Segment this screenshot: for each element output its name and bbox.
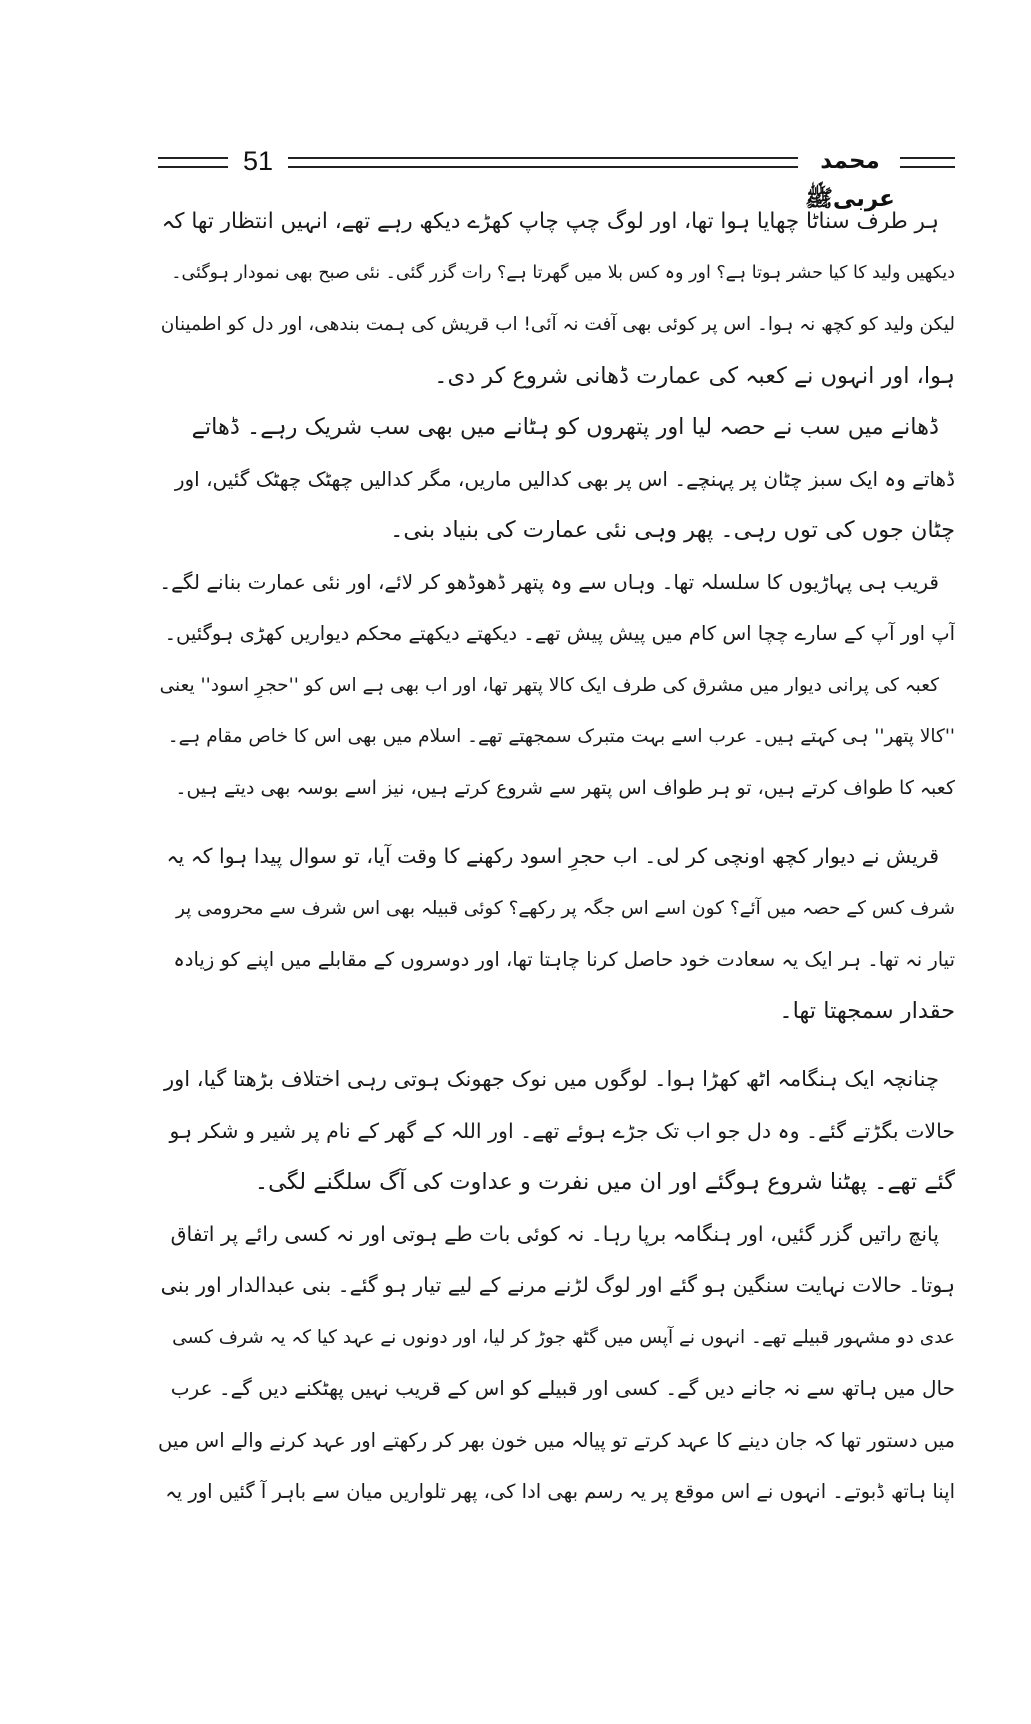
header-rule-left [158, 157, 228, 168]
text-line: کعبہ کا طواف کرتے ہیں، تو ہر طواف اس پتھر سے شروع کرتے ہیں، نیز اسے بوسہ بھی دیتے ہیں۔ [175, 776, 955, 799]
paragraph [158, 557, 955, 660]
paragraph [158, 660, 955, 815]
running-title: محمد عربیﷺ [805, 148, 895, 212]
text-line: چٹان جوں کی توں رہی۔ پھر وہی نئی عمارت کی بنیاد بنی۔ [390, 517, 955, 543]
text-line: دیکھیں ولید کا کیا حشر ہوتا ہے؟ اور وہ کس بلا میں گھرتا ہے؟ رات گزر گئی۔ نئی صبح بھی نمودار ہوگئی۔ [171, 262, 955, 283]
text-line: میں دستور تھا کہ جان دینے کا عہد کرتے تو پیالہ میں خون بھر کر رکھتے اور عہد کرنے والے اس میں [158, 1428, 955, 1452]
text-line: تیار نہ تھا۔ ہر ایک یہ سعادت خود حاصل کرنا چاہتا تھا، اور دوسروں کے مقابلے میں اپنے کو زیادہ [173, 948, 955, 971]
text-line: قریب ہی پہاڑیوں کا سلسلہ تھا۔ وہاں سے وہ پتھر ڈھوڈھو کر لائے، اور نئی عمارت بنانے لگے۔ [159, 569, 939, 594]
text-line: قریش نے دیوار کچھ اونچی کر لی۔ اب حجرِ اسود رکھنے کا وقت آیا، تو سوال پیدا ہوا کہ یہ [166, 844, 939, 868]
page-number: 51 [242, 146, 274, 176]
text-line: چنانچہ ایک ہنگامہ اٹھ کھڑا ہوا۔ لوگوں میں نوک جھونک ہوتی رہی اختلاف بڑھتا گیا، اور [163, 1067, 939, 1091]
text-line: حقدار سمجھتا تھا۔ [779, 997, 955, 1024]
header-rule-middle [288, 157, 798, 168]
text-line: لیکن ولید کو کچھ نہ ہوا۔ اس پر کوئی بھی آفت نہ آئی! اب قریش کی ہمت بندھی، اور دل کو اطمینان [160, 314, 955, 335]
paragraph-gap [158, 814, 955, 831]
text-line: کعبہ کی پرانی دیوار میں مشرق کی طرف ایک کالا پتھر تھا، اور اب بھی ہے اس کو ''حجرِ اسود'' یعنی [159, 674, 939, 696]
text-line: ہوا، اور انہوں نے کعبہ کی عمارت ڈھانی شروع کر دی۔ [434, 362, 955, 389]
paragraph-gap [158, 1037, 955, 1054]
paragraph [158, 402, 955, 557]
paragraph [158, 1209, 955, 1518]
text-line: عدی دو مشہور قبیلے تھے۔ انہوں نے آپس میں گٹھ جوڑ کر لیا، اور دونوں نے عہد کیا کہ یہ شرف کسی [172, 1326, 955, 1348]
text-line: شرف کس کے حصہ میں آئے؟ کون اسے اس جگہ پر رکھے؟ کوئی قبیلہ بھی اس شرف سے محرومی پر [175, 897, 955, 919]
header-rule-right [900, 157, 955, 168]
paragraph [158, 831, 955, 1037]
paragraph [158, 1054, 955, 1209]
text-line: حالات بگڑتے گئے۔ وہ دل جو اب تک جڑے ہوئے تھے۔ اور اللہ کے گھر کے نام پر شیر و شکر ہو [169, 1118, 955, 1143]
text-line: ہوتا۔ حالات نہایت سنگین ہو گئے اور لوگ لڑنے مرنے کے لیے تیار ہو گئے۔ بنی عبدالدار اور بنی [160, 1273, 955, 1297]
text-line: ہر طرف سناٹا چھایا ہوا تھا، اور لوگ چپ چاپ کھڑے دیکھ رہے تھے، انہیں انتظار تھا کہ [161, 209, 939, 234]
text-line: گئے تھے۔ پھٹنا شروع ہوگئے اور ان میں نفرت و عداوت کی آگ سلگنے لگی۔ [254, 1169, 955, 1195]
text-line: ڈھانے میں سب نے حصہ لیا اور پتھروں کو ہٹانے میں بھی سب شریک رہے۔ ڈھاتے [191, 414, 939, 440]
text-line: حال میں ہاتھ سے نہ جانے دیں گے۔ کسی اور قبیلے کو اس کے قریب نہیں پھٹکنے دیں گے۔ عرب [170, 1376, 955, 1400]
body-text [158, 196, 955, 1696]
paragraph [158, 196, 955, 402]
text-line: ڈھاتے وہ ایک سبز چٹان پر پہنچے۔ اس پر بھی کدالیں ماریں، مگر کدالیں چھٹک چھٹک گئیں، اور [174, 466, 955, 491]
text-line: آپ اور آپ کے سارے چچا اس کام میں پیش پیش تھے۔ دیکھتے دیکھتے محکم دیواریں کھڑی ہوگئیں۔ [164, 622, 955, 645]
page-header [158, 142, 955, 212]
text-line: پانچ راتیں گزر گئیں، اور ہنگامہ برپا رہا۔ نہ کوئی بات طے ہوتی اور نہ کسی رائے پر اتفاق [170, 1221, 939, 1246]
text-line: اپنا ہاتھ ڈبوتے۔ انہوں نے اس موقع پر یہ رسم بھی ادا کی، پھر تلواریں میان سے باہر آ گئیں اور یہ [165, 1480, 955, 1503]
text-line: ''کالا پتھر'' ہی کہتے ہیں۔ عرب اسے بہت متبرک سمجھتے تھے۔ اسلام میں بھی اس کا خاص مقام ہے۔ [167, 726, 955, 747]
